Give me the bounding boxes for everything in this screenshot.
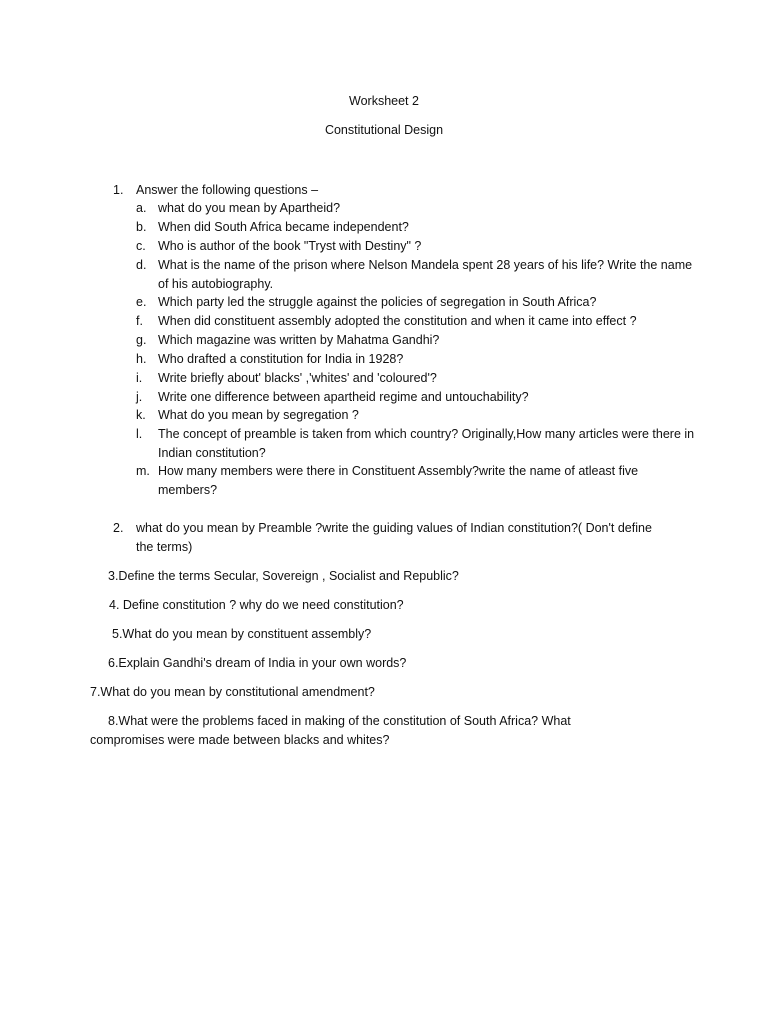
question-4: 4. Define constitution ? why do we need constitution? (109, 598, 404, 612)
sub-question-marker: c. (136, 239, 146, 253)
worksheet-subtitle: Constitutional Design (324, 123, 444, 137)
question-8-line-2: compromises were made between blacks and whites? (90, 733, 390, 747)
question-2-number: 2. (113, 521, 124, 535)
sub-question-text: When did South Africa became independent? (158, 220, 409, 234)
question-7: 7.What do you mean by constitutional amendment? (90, 685, 375, 699)
sub-question-marker: a. (136, 201, 147, 215)
sub-question-marker: l. (136, 427, 143, 441)
question-3: 3.Define the terms Secular, Sovereign , Socialist and Republic? (108, 569, 459, 583)
sub-question-text: Which party led the struggle against the policies of segregation in South Africa? (158, 295, 597, 309)
sub-question-text: Who is author of the book "Tryst with Destiny" ? (158, 239, 422, 253)
sub-question-text: When did constituent assembly adopted the constitution and when it came into effect ? (158, 314, 637, 328)
question-2-line-1: what do you mean by Preamble ?write the guiding values of Indian constitution?( Don't define (136, 521, 652, 535)
sub-question-text: Who drafted a constitution for India in 1928? (158, 352, 404, 366)
sub-question-marker: k. (136, 408, 146, 422)
sub-question-text: What is the name of the prison where Nelson Mandela spent 28 years of his life? Write the name of his autobiography. (158, 258, 693, 291)
sub-question-marker: e. (136, 295, 147, 309)
sub-question-marker: m. (136, 464, 150, 478)
question-2-line-2: the terms) (136, 540, 193, 554)
sub-question-text: What do you mean by segregation ? (158, 408, 359, 422)
sub-question-marker: i. (136, 371, 143, 385)
sub-question-text: Write briefly about' blacks' ,'whites' and 'coloured'? (158, 371, 437, 385)
sub-question-text: Write one difference between apartheid regime and untouchability? (158, 390, 529, 404)
sub-question-marker: g. (136, 333, 147, 347)
sub-question-marker: b. (136, 220, 147, 234)
sub-question-marker: d. (136, 258, 147, 272)
question-5: 5.What do you mean by constituent assembly? (112, 627, 372, 641)
sub-question-text: Which magazine was written by Mahatma Gandhi? (158, 333, 440, 347)
sub-question-text: what do you mean by Apartheid? (158, 201, 341, 215)
question-1-number: 1. (113, 183, 124, 197)
sub-question-text: How many members were there in Constituent Assembly?write the name of atleast five members? (158, 464, 639, 497)
question-8-line-1: 8.What were the problems faced in making of the constitution of South Africa? What (108, 714, 571, 728)
sub-question-marker: h. (136, 352, 147, 366)
sub-question-marker: f. (136, 314, 143, 328)
sub-question-marker: j. (136, 390, 143, 404)
sub-question-text: The concept of preamble is taken from which country? Originally,How many articles were there in Indian constitution? (158, 427, 695, 460)
question-6: 6.Explain Gandhi's dream of India in your own words? (108, 656, 407, 670)
question-1-text: Answer the following questions – (136, 183, 319, 197)
worksheet-title: Worksheet 2 (349, 94, 419, 108)
